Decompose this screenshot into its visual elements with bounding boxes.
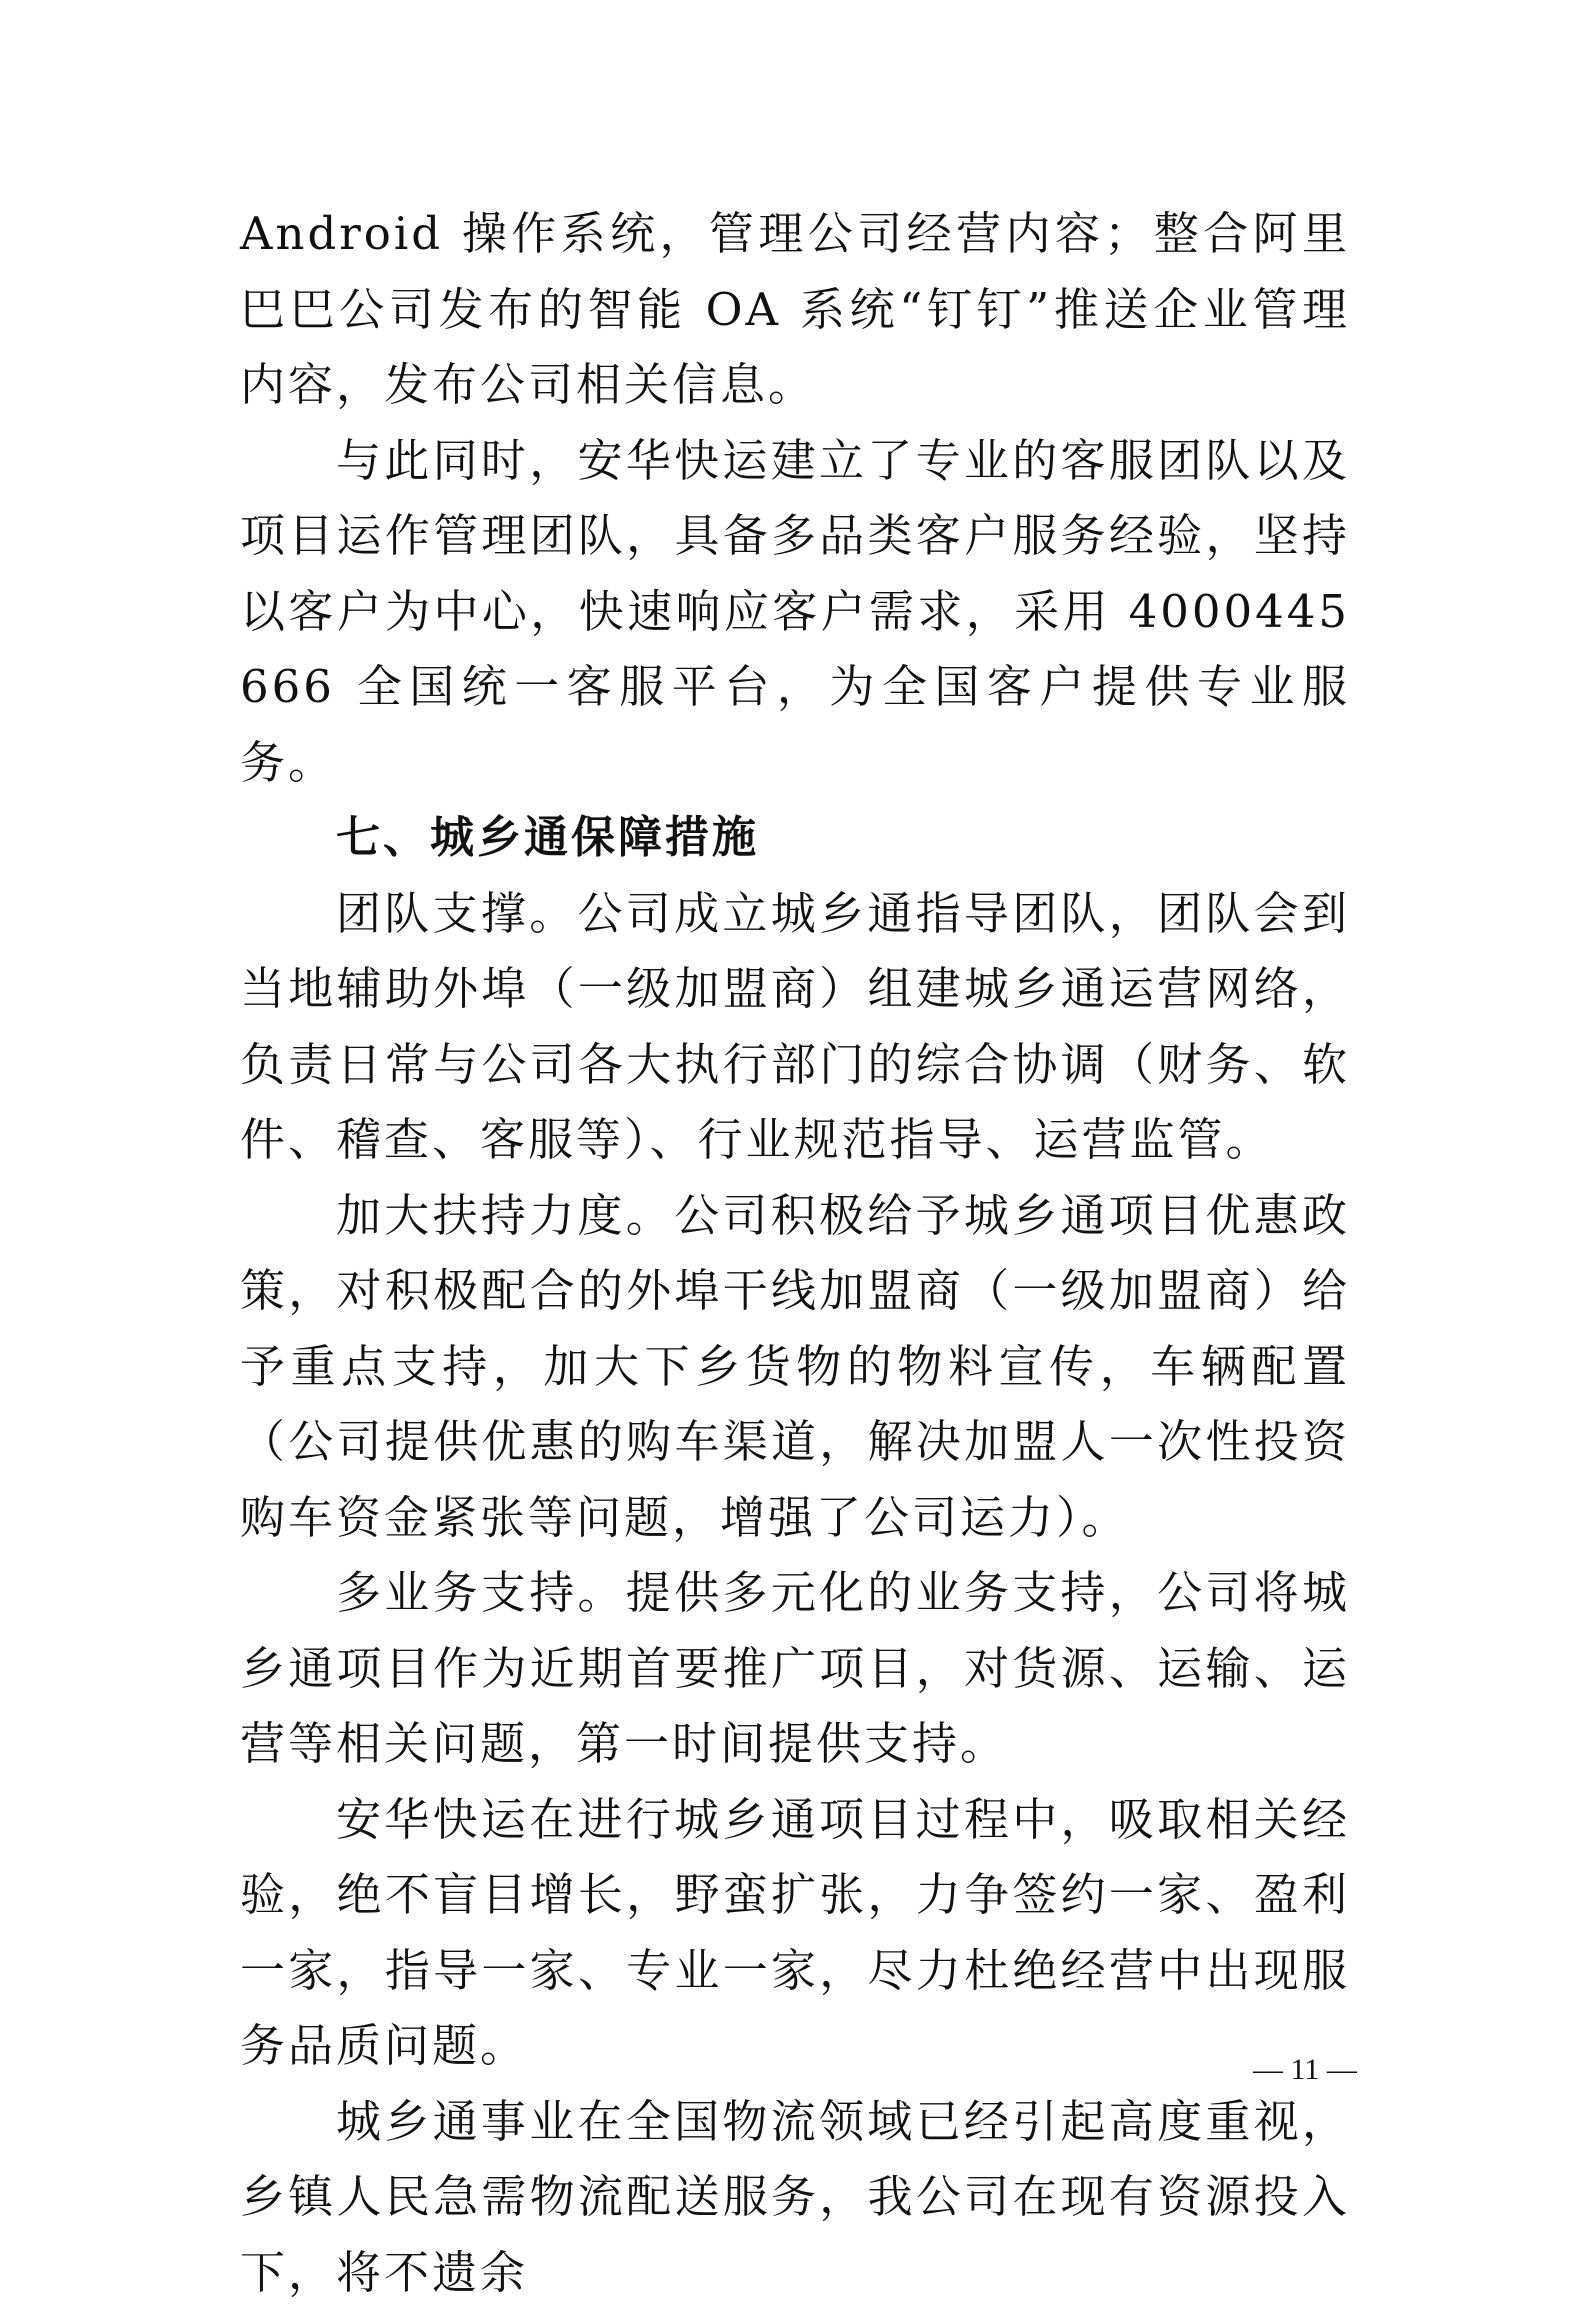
document-body xyxy=(240,196,1350,2310)
paragraph-continued: Android 操作系统，管理公司经营内容；整合阿里巴巴公司发布的智能 OA 系统“钉钉”推送企业管理内容，发布公司相关信息。 xyxy=(240,196,1350,423)
paragraph-support-intensity: 加大扶持力度。公司积极给予城乡通项目优惠政策，对积极配合的外埠干线加盟商（一级加盟商）给予重点支持，加大下乡货物的物料宣传，车辆配置（公司提供优惠的购车渠道，解决加盟人一次性投资购车资金紧张等问题，增强了公司运力）。 xyxy=(240,1178,1350,1556)
paragraph-closing: 城乡通事业在全国物流领域已经引起高度重视，乡镇人民急需物流配送服务，我公司在现有资源投入下，将不遗余 xyxy=(240,2084,1350,2310)
paragraph-growth-policy: 安华快运在进行城乡通项目过程中，吸取相关经验，绝不盲目增长，野蛮扩张，力争签约一家、盈利一家，指导一家、专业一家，尽力杜绝经营中出现服务品质问题。 xyxy=(240,1782,1350,2084)
page-number: — 11 — xyxy=(1250,2050,1360,2090)
paragraph-customer-service: 与此同时，安华快运建立了专业的客服团队以及项目运作管理团队，具备多品类客户服务经验，坚持以客户为中心，快速响应客户需求，采用 4000445666 全国统一客服平台，为全国客户提供专业服务。 xyxy=(240,423,1350,801)
paragraph-team-support: 团队支撑。公司成立城乡通指导团队，团队会到当地辅助外埠（一级加盟商）组建城乡通运营网络，负责日常与公司各大执行部门的综合协调（财务、软件、稽查、客服等）、行业规范指导、运营监管。 xyxy=(240,876,1350,1178)
section-heading: 七、城乡通保障措施 xyxy=(240,800,1350,876)
paragraph-multi-business: 多业务支持。提供多元化的业务支持，公司将城乡通项目作为近期首要推广项目，对货源、运输、运营等相关问题，第一时间提供支持。 xyxy=(240,1555,1350,1782)
